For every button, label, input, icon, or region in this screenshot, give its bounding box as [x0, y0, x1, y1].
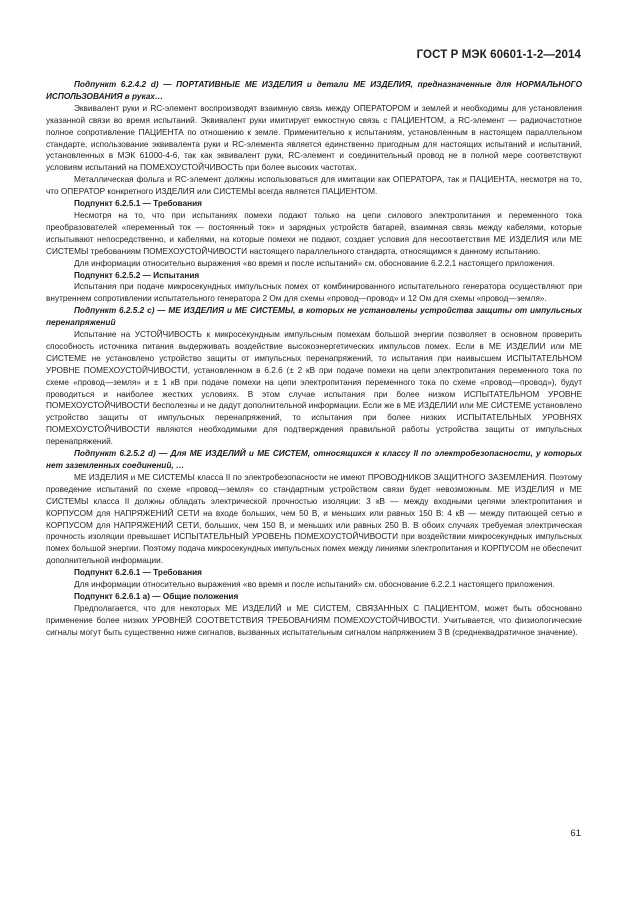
subclause-heading: Подпункт 6.2.6.1 a) — Общие положения — [74, 591, 239, 601]
subclause-heading: Подпункт 6.2.4.2 d) — ПОРТАТИВНЫЕ МЕ ИЗДЕЛИЯ и детали МЕ ИЗДЕЛИЯ, предназначенные для НОРМАЛЬНОГО ИСПОЛЬЗОВАНИЯ в руках… — [46, 80, 582, 101]
paragraph: Для информации относительно выражения «во время и после испытаний» см. обоснование 6.2.2.1 настоящего приложения. — [74, 580, 555, 590]
subclause-heading: Подпункт 6.2.5.2 d) — Для МЕ ИЗДЕЛИЙ и МЕ СИСТЕМ, относящихся к классу II по электробезопасности, у которых нет заземленных соединений, … — [46, 449, 582, 470]
paragraph: Несмотря на то, что при испытаниях помехи подают только на цепи силового электропитания и переменного тока преобразователей «переменный ток — постоянный ток» и зарядных устройств батарей, взаимная связь между кабелями, которые испытывают непосредственно, и кабелями, на которые помехи не подают, создает условия для несоответствия МЕ ИЗДЕЛИЯ или МЕ СИСТЕМЫ требованиям ПОМЕХОУСТОЙЧИВОСТИ настоящего параллельного стандарта, относящимся к данному испытанию. — [46, 210, 582, 256]
subclause-heading: Подпункт 6.2.5.1 — Требования — [74, 199, 202, 209]
paragraph: Предполагается, что для некоторых МЕ ИЗДЕЛИЙ и МЕ СИСТЕМ, СВЯЗАННЫХ С ПАЦИЕНТОМ, может быть обосновано применение более низких УРОВНЕЙ СООТВЕТСТВИЯ ТРЕБОВАНИЯМ ПОМЕХОУСТОЙЧИВОСТИ. Учитывается, что физиологические сигналы могут быть существенно ниже сигналов, вызванных испытательным сигналом напряжением 3 В (среднеквадратичное значение). — [46, 603, 582, 637]
paragraph: Эквивалент руки и RC-элемент воспроизводят взаимную связь между ОПЕРАТОРОМ и землей и необходимы для установления указанной связи во время испытаний. Эквивалент руки имитирует емкостную связь с ПАЦИЕНТОМ, а RC-элемент — радиочастотное полное сопротивление ПАЦИЕНТА по отношению к земле. Применительно к испытаниям, установленным в настоящем параллельном стандарте, использование эквивалента руки и RC-элемента является единственно пригодным для настоящих испытаний и испытаний, установленных в МЭК 61000-4-6, так как эквивалент руки, RC-элемент и соединительный провод не в полной мере соответствуют условиям испытаний на ПОМЕХОУСТОЙЧИВОСТЬ при более высоких частотах. — [46, 103, 582, 173]
subclause-heading: Подпункт 6.2.5.2 — Испытания — [74, 270, 200, 280]
body-text — [46, 79, 582, 639]
subclause-heading: Подпункт 6.2.5.2 c) — МЕ ИЗДЕЛИЯ и МЕ СИСТЕМЫ, в которых не установлены устройства защиты от импульсных перенапряжений — [46, 306, 582, 328]
subclause-heading: Подпункт 6.2.6.1 — Требования — [74, 568, 202, 578]
paragraph: Для информации относительно выражения «во время и после испытаний» см. обоснование 6.2.2.1 настоящего приложения. — [74, 258, 555, 268]
document-id: ГОСТ Р МЭК 60601-1-2—2014 — [416, 49, 581, 61]
paragraph: Металлическая фольга и RC-элемент должны использоваться для имитации как ОПЕРАТОРА, так и ПАЦИЕНТА, несмотря на то, что ОПЕРАТОР конкретного ИЗДЕЛИЯ или СИСТЕМЫ всегда является ПАЦИЕНТОМ. — [46, 175, 582, 197]
paragraph: Испытания при подаче микросекундных импульсных помех от комбинированного испытательного генератора осуществляют при внутреннем сопротивлении испытательного генератора 2 Ом для схемы «провод—провод» и 12 Ом для схемы «провод—земля». — [46, 282, 582, 304]
paragraph: МЕ ИЗДЕЛИЯ и МЕ СИСТЕМЫ класса II по электробезопасности не имеют ПРОВОДНИКОВ ЗАЩИТНОГО ЗАЗЕМЛЕНИЯ. Поэтому проведение испытаний по схеме «провод—земля» со стандартным устройством связи будет невозможным. МЕ ИЗДЕЛИЯ и МЕ СИСТЕМЫ класса II должны обладать электрической прочностью изоляции: 3 кВ — между входными цепями электропитания и КОРПУСОМ для НАПРЯЖЕНИЙ СЕТИ на входе больших, чем 50 В, и меньших или равных 150 В: 4 кВ — между питающей сетью и КОРПУСОМ для НАПРЯЖЕНИЙ СЕТИ, больших, чем 150 В, и меньших или равных 250 В. В обоих случаях требуемая электрическая прочность изоляции превышает ИСПЫТАТЕЛЬНЫЙ УРОВЕНЬ ПОМЕХОУСТОЙЧИВОСТИ при воздействии микросекундных импульсных помех большой энергии. Поэтому подача микросекундных импульсных помех между линиями электропитания и КОРПУСОМ не обеспечит дополнительной информации. — [46, 472, 582, 566]
paragraph: Испытание на УСТОЙЧИВОСТЬ к микросекундным импульсным помехам большой энергии позволяет в основном проверить способность источника питания выдерживать воздействие высокоэнергетических импульсов помех. Если в МЕ ИЗДЕЛИИ или МЕ СИСТЕМЕ не установлено устройство защиты от импульсных перенапряжений, то испытания при наивысшем ИСПЫТАТЕЛЬНОМ УРОВНЕ ПОМЕХОУСТОЙЧИВОСТИ, установленном в 6.2.6 (± 2 кВ при подаче помехи на цепи электропитания переменного тока по схеме «провод—земля» и ± 1 кВ при подаче помехи на цепи электропитания переменного тока по схеме «провод—провод»), будут проводиться и наиболее жестких условиях. В этом случае испытания при более низком ИСПЫТАТЕЛЬНОМ УРОВНЕ ПОМЕХОУСТОЙЧИВОСТИ бесполезны и не дадут дополнительной информации. Если же в МЕ ИЗДЕЛИИ или МЕ СИСТЕМЕ установлено устройство защиты от импульсных перенапряжений, то испытания при более низких ИСПЫТАТЕЛЬНЫХ УРОВНЯХ ПОМЕХОУСТОЙЧИВОСТИ являются необходимыми для подтверждения правильной работы устройства защиты от импульсных перенапряжений. — [46, 330, 582, 447]
page-number: 61 — [570, 828, 581, 839]
